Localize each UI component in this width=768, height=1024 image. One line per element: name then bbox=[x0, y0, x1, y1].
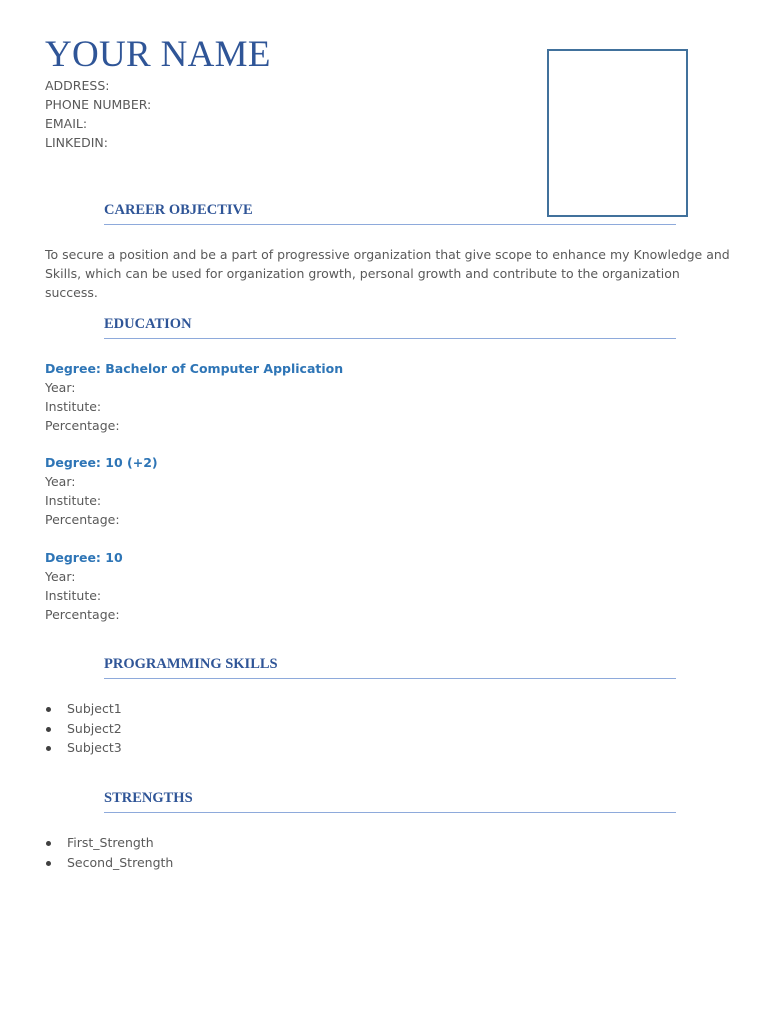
percentage-label: Percentage: bbox=[45, 607, 120, 622]
institute-label: Institute: bbox=[45, 399, 102, 414]
address-label: ADDRESS: bbox=[45, 78, 110, 93]
programming-skills-title: PROGRAMMING SKILLS bbox=[104, 656, 278, 672]
linkedin-label: LINKEDIN: bbox=[45, 135, 108, 150]
section-heading-education bbox=[104, 315, 676, 339]
career-objective-text: To secure a position and be a part of progressive organization that give scope to enhance my Knowledge and Skills, which can be used for organization growth, personal growth and contribute to the organization success. bbox=[45, 247, 730, 300]
degree-title: Degree: Bachelor of Computer Application bbox=[45, 361, 344, 376]
list-item: Subject1 bbox=[45, 699, 122, 719]
list-item: Second_Strength bbox=[45, 853, 173, 873]
email-label: EMAIL: bbox=[45, 116, 88, 131]
candidate-name: YOUR NAME bbox=[45, 34, 271, 75]
career-objective-title: CAREER OBJECTIVE bbox=[104, 202, 253, 218]
section-heading-strengths bbox=[104, 789, 676, 813]
photo-placeholder bbox=[547, 49, 688, 217]
education-title: EDUCATION bbox=[104, 316, 192, 332]
degree-title: Degree: 10 bbox=[45, 550, 123, 565]
strengths-list bbox=[45, 833, 173, 872]
phone-label: PHONE NUMBER: bbox=[45, 97, 152, 112]
year-label: Year: bbox=[45, 474, 76, 489]
year-label: Year: bbox=[45, 380, 76, 395]
degree-title: Degree: 10 (+2) bbox=[45, 455, 158, 470]
institute-label: Institute: bbox=[45, 493, 102, 508]
list-item: Subject3 bbox=[45, 738, 122, 758]
percentage-label: Percentage: bbox=[45, 512, 120, 527]
section-heading-programming-skills bbox=[104, 655, 676, 679]
year-label: Year: bbox=[45, 569, 76, 584]
section-heading-career-objective bbox=[104, 201, 676, 225]
education-entry bbox=[45, 548, 123, 624]
percentage-label: Percentage: bbox=[45, 418, 120, 433]
list-item: First_Strength bbox=[45, 833, 173, 853]
list-item: Subject2 bbox=[45, 719, 122, 739]
education-entry bbox=[45, 359, 343, 435]
strengths-title: STRENGTHS bbox=[104, 790, 193, 806]
programming-skills-list bbox=[45, 699, 122, 758]
education-entry bbox=[45, 453, 158, 529]
contact-details bbox=[45, 76, 151, 152]
institute-label: Institute: bbox=[45, 588, 102, 603]
